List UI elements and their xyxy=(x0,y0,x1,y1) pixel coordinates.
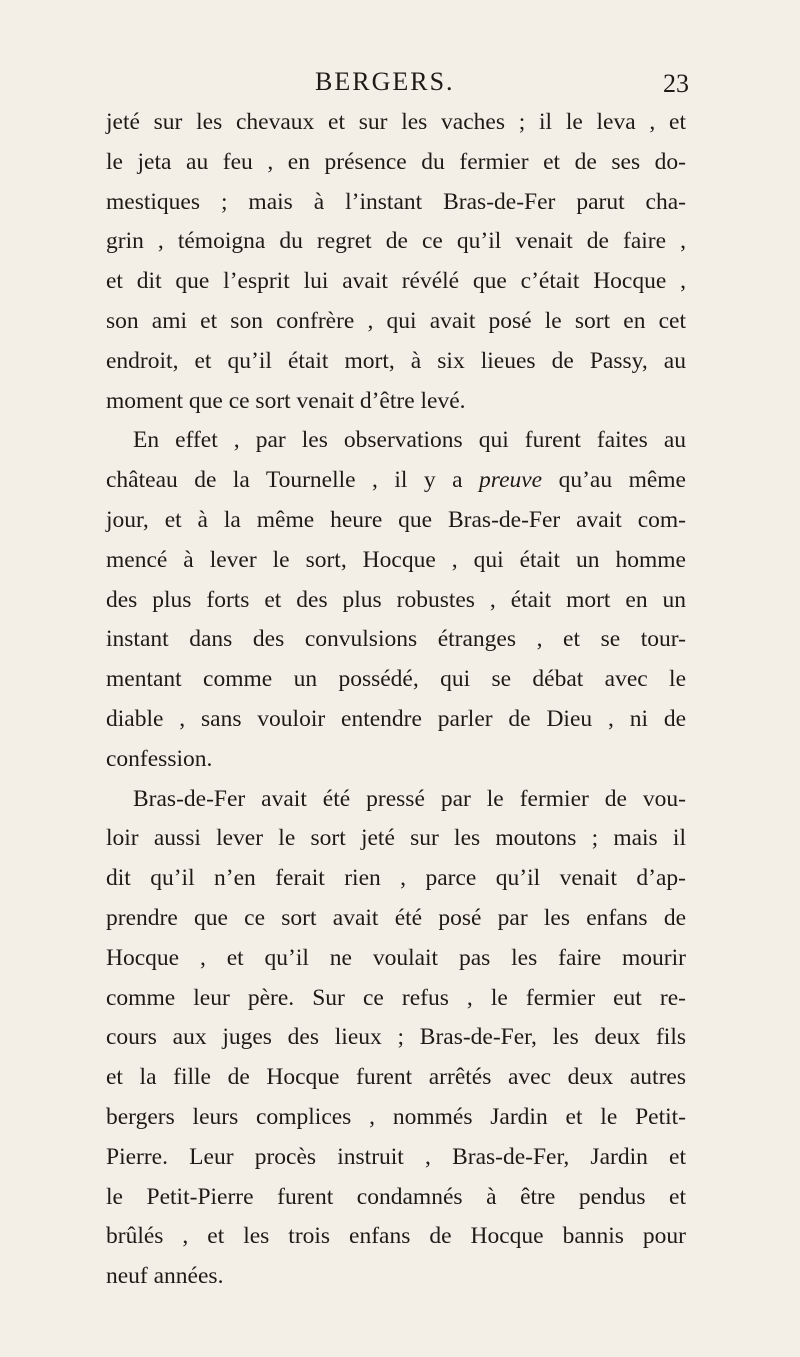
paragraph-1 xyxy=(106,103,686,421)
text-line: Pierre. Leur procès instruit , Bras-de-Fer, Jardin et xyxy=(106,1143,686,1170)
text-segment: château de la Tournelle , il y a xyxy=(106,467,480,494)
text-line: prendre que ce sort avait été posé par les enfans de xyxy=(106,904,686,931)
running-head xyxy=(0,62,800,102)
text-line: loir aussi lever le sort jeté sur les moutons ; mais il xyxy=(106,825,686,852)
running-title: BERGERS. xyxy=(315,67,455,96)
text-line: neuf années. xyxy=(106,1263,224,1290)
text-line: bergers leurs complices , nommés Jardin et le Petit- xyxy=(106,1103,686,1130)
text-line: diable , sans vouloir entendre parler de Dieu , ni de xyxy=(106,705,686,732)
text-line: le Petit-Pierre furent condamnés à être pendus et xyxy=(106,1183,686,1210)
text-line: et la fille de Hocque furent arrêtés avec deux autres xyxy=(106,1064,686,1091)
text-line: jour, et à la même heure que Bras-de-Fer avait com- xyxy=(106,506,686,533)
paragraph-3 xyxy=(106,780,686,1297)
text-line: des plus forts et des plus robustes , était mort en un xyxy=(106,586,686,613)
text-line: brûlés , et les trois enfans de Hocque bannis pour xyxy=(106,1223,686,1250)
page-number: 23 xyxy=(663,69,689,98)
text-line: moment que ce sort venait d’être levé. xyxy=(106,387,466,414)
text-line: son ami et son confrère , qui avait posé le sort en cet xyxy=(106,307,686,334)
text-line: instant dans des convulsions étranges , et se tour- xyxy=(106,626,686,653)
text-line: dit qu’il n’en ferait rien , parce qu’il venait d’ap- xyxy=(106,865,686,892)
text-line: cours aux juges des lieux ; Bras-de-Fer, les deux fils xyxy=(106,1024,686,1051)
text-line: mentant comme un possédé, qui se débat avec le xyxy=(106,666,686,693)
body-text xyxy=(106,103,686,1297)
text-line: En effet , par les observations qui furent faites au xyxy=(133,427,686,454)
text-line: Hocque , et qu’il ne voulait pas les faire mourir xyxy=(106,944,686,971)
text-segment: qu’au même xyxy=(542,467,686,494)
text-line: et dit que l’esprit lui avait révélé que c’était Hocque , xyxy=(106,268,686,295)
text-line: comme leur père. Sur ce refus , le fermier eut re- xyxy=(106,984,686,1011)
text-line: confession. xyxy=(106,745,213,772)
text-line: le jeta au feu , en présence du fermier et de ses do- xyxy=(106,148,686,175)
text-line-with-emphasis xyxy=(106,461,686,501)
text-line: Bras-de-Fer avait été pressé par le fermier de vou- xyxy=(133,785,686,812)
emphasized-word: preuve xyxy=(479,467,543,494)
text-line: grin , témoigna du regret de ce qu’il venait de faire , xyxy=(106,228,686,255)
text-line: jeté sur les chevaux et sur les vaches ; il le leva , et xyxy=(106,109,686,135)
text-line: mestiques ; mais à l’instant Bras-de-Fer parut cha- xyxy=(106,188,686,215)
text-line: endroit, et qu’il était mort, à six lieues de Passy, au xyxy=(106,347,686,374)
text-line: mencé à lever le sort, Hocque , qui était un homme xyxy=(106,546,686,573)
paragraph-2 xyxy=(106,421,686,779)
